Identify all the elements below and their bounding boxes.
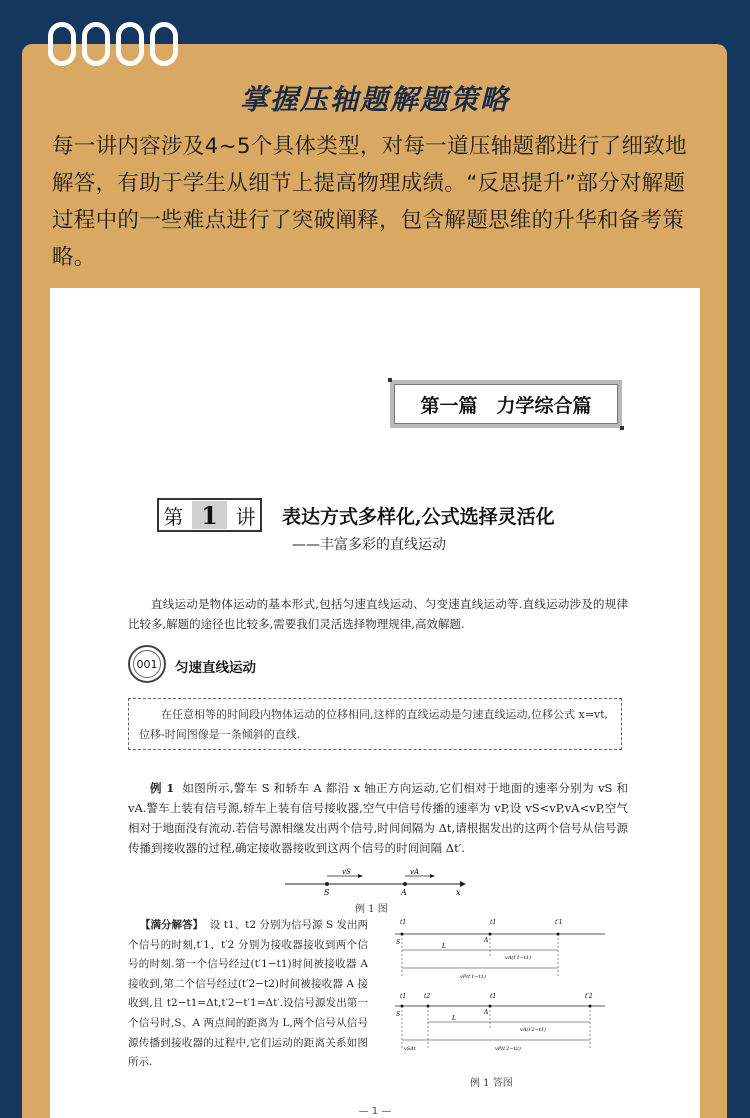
lecture-title: 表达方式多样化,公式选择灵活化: [282, 506, 555, 528]
answer-figure-caption: 例 1 答图: [470, 1078, 513, 1089]
va-arrow-icon: [430, 874, 435, 878]
section-badge: [128, 645, 166, 683]
label-a-bot: A: [484, 1009, 489, 1016]
rings-decoration: [48, 22, 178, 66]
corner-mark: [620, 426, 624, 430]
vs-arrow-icon: [358, 874, 363, 878]
example-figure: [280, 868, 470, 898]
label-x: x: [456, 888, 461, 897]
example-figure-caption: 例 1 图: [355, 904, 388, 915]
label-vs: vS: [342, 868, 351, 876]
ring-icon: [150, 22, 178, 66]
book-page-preview: [50, 288, 700, 1118]
label-l-bot: L: [452, 1015, 456, 1022]
answer-diagram: [380, 916, 610, 1076]
answer-text: 设 t1、t2 分别为信号源 S 发出两个信号的时刻,t′1、t′2 分别为接收器接收到两个信号的时刻.第一个信号经过(t′1−t1)时间被接收器 A 接收到,第二个信号经过(t′2−t2)时间被接收器 A 接收到,且 t2−t1=Δt,t′2−t′1=Δt′.设信号源发出第一个信号时,S、A 两点间的距离为 L,两个信号从信号源传播到接收器的过程中,它们运动的距离关系如图所示.: [128, 919, 368, 1069]
label-l-top: L: [442, 943, 446, 950]
label-a: A: [401, 888, 407, 897]
part-title: 第一篇 力学综合篇: [394, 384, 618, 424]
label-s-bot: S: [396, 1011, 401, 1018]
label-vp2: vP(t′2−t2): [495, 1046, 521, 1052]
lecture-subtitle: ——丰富多彩的直线运动: [292, 537, 446, 553]
point-a: [403, 882, 407, 886]
label-t2-bot: t2: [424, 993, 431, 1000]
label-va1: vA(t′1−t1): [505, 955, 532, 961]
label-a-top: A: [484, 937, 489, 944]
label-vsdt: vSΔt: [404, 1046, 416, 1052]
intro-text: 每一讲内容涉及4~5个具体类型，对每一道压轴题都进行了细致地解答，有助于学生从细节上提高物理成绩。“反思提升”部分对解题过程中的一些难点进行了突破阐释，包含解题思维的升华和备考策略。: [52, 134, 687, 270]
ring-icon: [48, 22, 76, 66]
ring-icon: [116, 22, 144, 66]
label-t1-bot-mid: t1: [490, 993, 497, 1000]
ring-icon: [82, 22, 110, 66]
overview-paragraph: 直线运动是物体运动的基本形式,包括匀速直线运动、匀变速直线运动等.直线运动涉及的规律比较多,解题的途径也比较多,需要我们灵活选择物理规律,高效解题.: [128, 597, 628, 631]
label-t2p-bot: t′2: [585, 993, 593, 1000]
section-title: 匀速直线运动: [175, 660, 256, 676]
lecture-badge: [157, 498, 262, 532]
label-t1-top: t1: [400, 919, 407, 926]
answer-label: 【满分解答】: [140, 919, 204, 931]
section-number: 001: [136, 657, 158, 671]
point-s: [325, 882, 329, 886]
label-t1-top-mid: t1: [490, 919, 497, 926]
example-label: 例 1: [150, 781, 175, 795]
x-axis-arrow-icon: [460, 881, 466, 887]
label-t1-bot: t1: [400, 993, 407, 1000]
label-s: S: [324, 888, 330, 897]
example-paragraph: [128, 778, 628, 858]
corner-mark: [388, 378, 392, 382]
headline: 掌握压轴题解题策略: [239, 83, 510, 116]
lecture-number: 1: [192, 501, 227, 529]
label-vp1: vP(t′1−t1): [460, 974, 486, 980]
label-va2: vA(t′2−t1): [520, 1027, 547, 1033]
definition-box: 在任意相等的时间段内物体运动的位移相同,这样的直线运动是匀速直线运动,位移公式 x=vt,位移-时间图像是一条倾斜的直线.: [128, 698, 622, 750]
label-s-top: S: [396, 939, 401, 946]
lecture-prefix: 第: [163, 504, 184, 529]
example-text: 如图所示,警车 S 和轿车 A 都沿 x 轴正方向运动,它们相对于地面的速率分别为 vS 和 vA.警车上装有信号源,轿车上装有信号接收器,空气中信号传播的速率为 vP,设 vS<vP,vA<vP,空气相对于地面没有流动.若信号源相继发出两个信号,时间间隔为 Δt,请根据发出的这两个信号从信号源传播到接收器的过程,确定接收器接收到这两个信号的时间间隔 Δt′.: [128, 781, 628, 855]
label-va: vA: [410, 868, 420, 876]
part-header: [390, 380, 622, 428]
label-t1p-top: t′1: [555, 919, 563, 926]
page-number: — 1 —: [358, 1106, 392, 1117]
answer-paragraph: [128, 916, 368, 1073]
lecture-suffix: 讲: [235, 504, 256, 529]
